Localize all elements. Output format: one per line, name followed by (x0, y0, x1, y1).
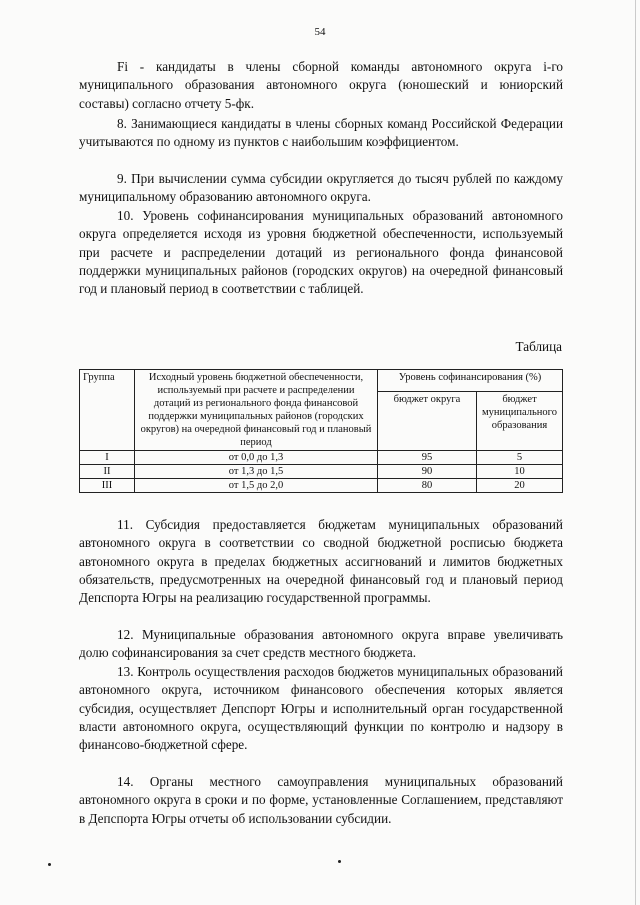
paragraph-12: 12. Муниципальные образования автономного округа вправе увеличивать долю софинансирования за счет средств местного бюджета. (79, 627, 563, 661)
cell-group: II (80, 465, 135, 479)
table-header-row (80, 370, 563, 392)
table-row (80, 479, 563, 493)
paragraph-14: 14. Органы местного самоуправления муниципальных образований автономного округа в сроки и по форме, установленные Соглашением, представляют в Депспорта Югры отчеты об использовании субсидии. (79, 774, 563, 826)
cell-level: от 1,5 до 2,0 (135, 479, 378, 493)
cell-group: III (80, 479, 135, 493)
header-cofinancing: Уровень софинансирования (%) (378, 370, 563, 392)
table-row (80, 451, 563, 465)
paragraph-11: 11. Субсидия предоставляется бюджетам муниципальных образований автономного округа в соответствии со сводной бюджетной росписью бюджета автономного округа в пределах бюджетных ассигнований и лимитов бюджетных обязательств, предусмотренных на очередной финансовый год и плановый период Депспорта Югры на реализацию государственной программы. (79, 517, 563, 606)
paragraph-fi: Fi - кандидаты в члены сборной команды автономного округа i-го муниципального образования автономного округа (юношеский и юниорский составы) согласно отчету 5-фк. (79, 59, 563, 111)
page-number: 54 (314, 26, 326, 38)
cell-level: от 0,0 до 1,3 (135, 451, 378, 465)
header-level: Исходный уровень бюджетной обеспеченности, используемый при расчете и распределении дотаций из регионального фонда финансовой поддержки муниципальных районов (городских округов) на очередной финансовый год и плановый период (135, 370, 378, 451)
paragraph-13: 13. Контроль осуществления расходов бюджетов муниципальных образований автономного округа, источником финансового обеспечения которых является субсидия, осуществляет Депспорт Югры и исполнительный орган государственной власти автономного округа, осуществляющий функции по контролю и надзору в финансово-бюджетной сфере. (79, 664, 563, 753)
paragraph-10: 10. Уровень софинансирования муниципальных образований автономного округа определяется исходя из уровня бюджетной обеспеченности, используемый при расчете и распределении дотаций из регионального фонда финансовой поддержки муниципальных районов (городских округов) на очередной финансовый год и плановый период в соответствии с таблицей. (79, 208, 563, 297)
header-group: Группа (80, 370, 135, 451)
scan-speck (338, 860, 341, 863)
cell-municipal: 5 (477, 451, 563, 465)
header-okrug: бюджет округа (378, 392, 477, 451)
table-row (80, 465, 563, 479)
cofinancing-table (79, 369, 563, 493)
cell-municipal: 20 (477, 479, 563, 493)
cell-level: от 1,3 до 1,5 (135, 465, 378, 479)
cell-okrug: 90 (378, 465, 477, 479)
paragraph-8: 8. Занимающиеся кандидаты в члены сборных команд Российской Федерации учитываются по одному из пунктов с наибольшим коэффициентом. (79, 116, 563, 150)
cell-okrug: 80 (378, 479, 477, 493)
cell-group: I (80, 451, 135, 465)
table-caption: Таблица (515, 339, 562, 354)
cell-okrug: 95 (378, 451, 477, 465)
scan-edge (635, 0, 636, 905)
paragraph-9: 9. При вычислении сумма субсидии округляется до тысяч рублей по каждому муниципальному образованию автономного округа. (79, 171, 563, 205)
cell-municipal: 10 (477, 465, 563, 479)
scan-speck (48, 863, 51, 866)
header-municipal: бюджет муниципального образования (477, 392, 563, 451)
